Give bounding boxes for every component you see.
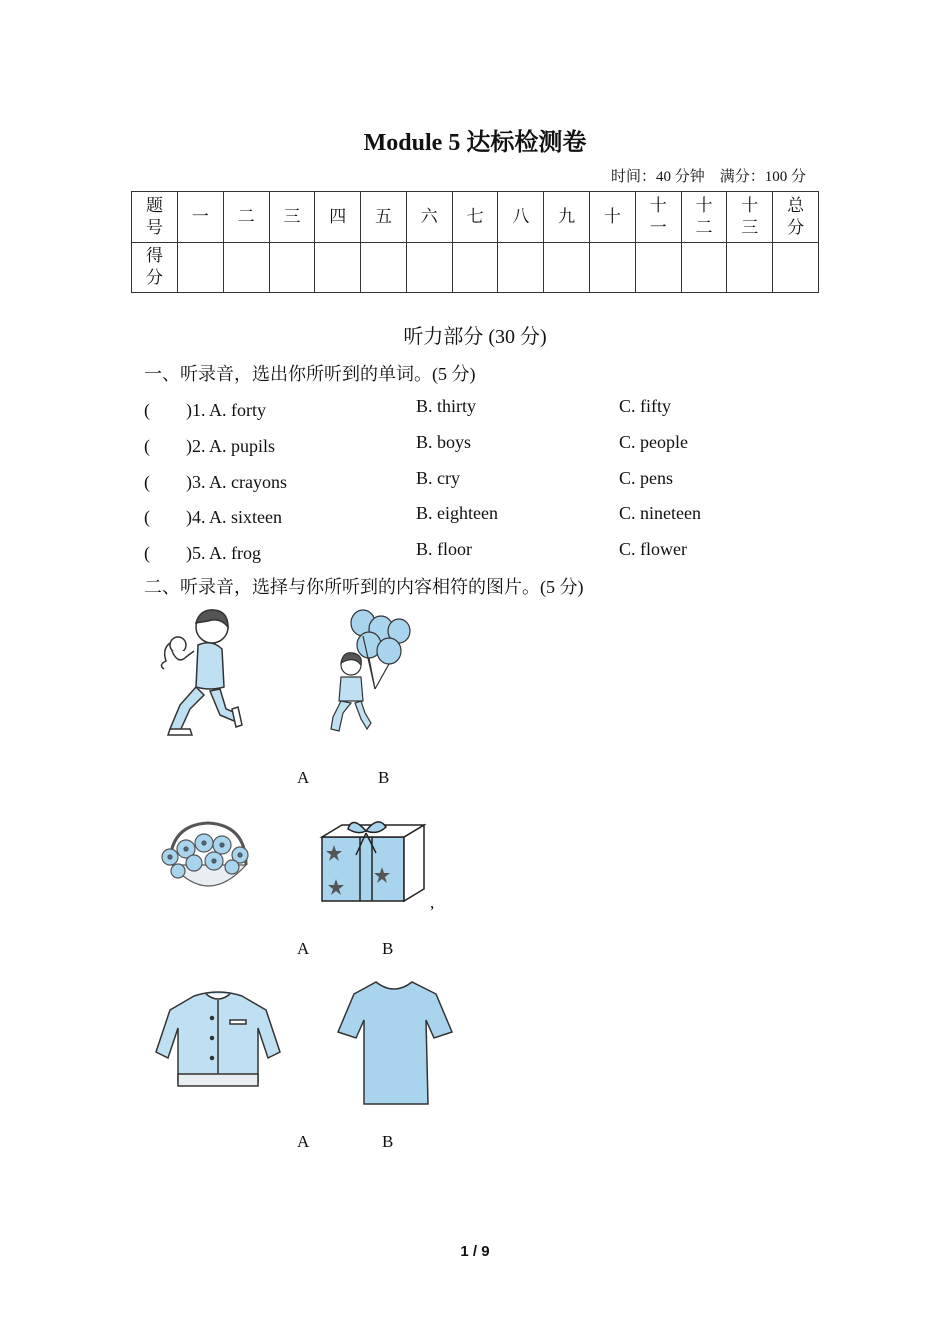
item-4-a: ( )4. A. sixteen bbox=[144, 507, 282, 527]
section-title: 听力部分 (30 分) bbox=[403, 326, 547, 348]
score-cell[interactable] bbox=[406, 242, 452, 293]
header-cell: 九 bbox=[544, 192, 590, 243]
header-cell: 二 bbox=[223, 192, 269, 243]
score-cell[interactable] bbox=[498, 242, 544, 293]
score-cell[interactable] bbox=[544, 242, 590, 293]
flower-basket-image bbox=[150, 815, 265, 905]
item-4-c: C. nineteen bbox=[619, 503, 701, 523]
boy-with-toy-image bbox=[150, 605, 250, 740]
header-cell: 题号 bbox=[132, 192, 178, 243]
header-cell: 总分 bbox=[773, 192, 819, 243]
header-cell: 一 bbox=[178, 192, 224, 243]
item-2-c: C. people bbox=[619, 432, 688, 452]
header-cell: 十 bbox=[590, 192, 636, 243]
score-cell[interactable] bbox=[361, 242, 407, 293]
score-row bbox=[132, 242, 819, 293]
boy-with-balloons-image bbox=[325, 607, 415, 739]
header-cell: 八 bbox=[498, 192, 544, 243]
group1-label-b: B bbox=[378, 768, 390, 787]
header-cell: 六 bbox=[406, 192, 452, 243]
score-cell[interactable] bbox=[727, 242, 773, 293]
item-4-b: B. eighteen bbox=[416, 503, 498, 523]
score-cell[interactable] bbox=[178, 242, 224, 293]
score-cell[interactable] bbox=[315, 242, 361, 293]
score-label-cell: 得分 bbox=[132, 242, 178, 293]
item-1-a: ( )1. A. forty bbox=[144, 400, 266, 420]
gift-box-image bbox=[318, 815, 430, 903]
part1-heading: 一、听录音，选出你所听到的单词。(5 分) bbox=[144, 364, 476, 384]
item-1-b: B. thirty bbox=[416, 396, 477, 416]
part2-heading: 二、听录音，选择与你所听到的内容相符的图片。(5 分) bbox=[144, 577, 584, 597]
jacket-image bbox=[154, 988, 282, 1092]
item-5-c: C. flower bbox=[619, 539, 687, 559]
header-cell: 五 bbox=[361, 192, 407, 243]
score-cell[interactable] bbox=[269, 242, 315, 293]
score-cell[interactable] bbox=[635, 242, 681, 293]
item-1-c: C. fifty bbox=[619, 396, 671, 416]
item-5-b: B. floor bbox=[416, 539, 472, 559]
group1-label-a: A bbox=[297, 768, 310, 787]
group3-label-b: B bbox=[382, 1132, 394, 1151]
header-cell: 十三 bbox=[727, 192, 773, 243]
score-table bbox=[131, 191, 819, 293]
item-3-a: ( )3. A. crayons bbox=[144, 472, 287, 492]
item-2-a: ( )2. A. pupils bbox=[144, 436, 276, 456]
header-row bbox=[132, 192, 819, 243]
score-cell[interactable] bbox=[223, 242, 269, 293]
header-cell: 七 bbox=[452, 192, 498, 243]
score-cell[interactable] bbox=[773, 242, 819, 293]
item-2-b: B. boys bbox=[416, 432, 472, 452]
score-cell[interactable] bbox=[590, 242, 636, 293]
score-cell[interactable] bbox=[681, 242, 727, 293]
page-number: 1 / 9 bbox=[460, 1243, 490, 1260]
t-shirt-image bbox=[336, 976, 454, 1108]
exam-meta: 时间：40 分钟 满分：100 分 bbox=[610, 169, 806, 185]
header-cell: 十一 bbox=[635, 192, 681, 243]
header-cell: 十二 bbox=[681, 192, 727, 243]
stray-comma: , bbox=[430, 893, 435, 912]
score-cell[interactable] bbox=[452, 242, 498, 293]
group2-label-a: A bbox=[297, 939, 310, 958]
header-cell: 四 bbox=[315, 192, 361, 243]
header-cell: 三 bbox=[269, 192, 315, 243]
page-title: Module 5 达标检测卷 bbox=[363, 130, 587, 156]
group2-label-b: B bbox=[382, 939, 394, 958]
item-5-a: ( )5. A. frog bbox=[144, 543, 261, 563]
item-3-c: C. pens bbox=[619, 468, 673, 488]
group3-label-a: A bbox=[297, 1132, 310, 1151]
item-3-b: B. cry bbox=[416, 468, 460, 488]
